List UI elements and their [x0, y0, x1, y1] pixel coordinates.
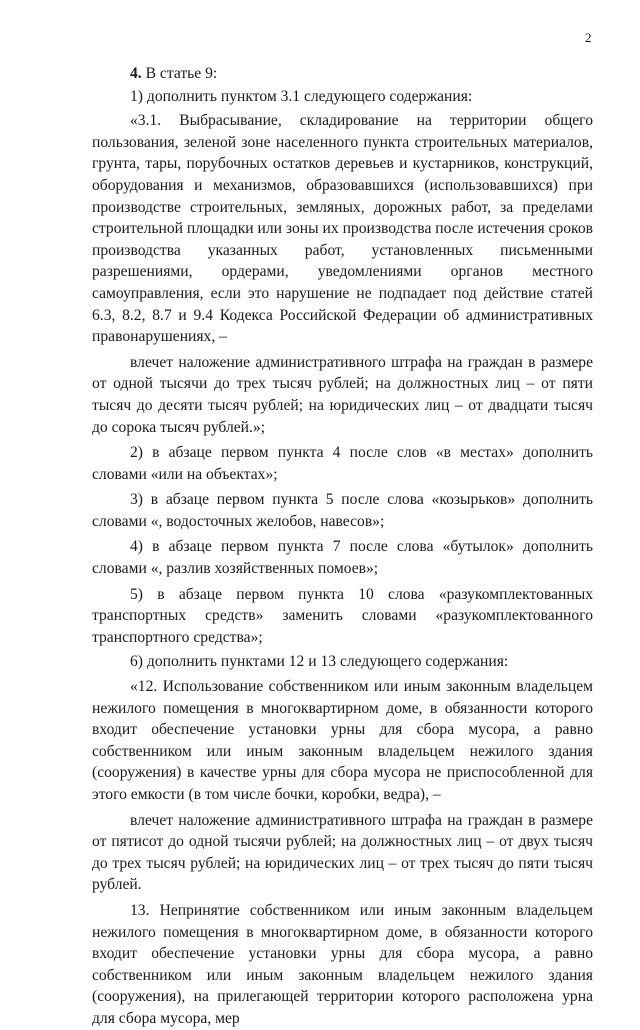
article-heading: [92, 63, 593, 85]
paragraph-penalty-3-1: влечет наложение административного штрафа на граждан в размере от одной тысячи до трех тысяч рублей; на должностных лиц – от пяти тысяч до десяти тысяч рублей; на юридических лиц – от двадцати тысяч до сорока тысяч рублей.»;: [92, 353, 593, 436]
paragraph-item-3: 3) в абзаце первом пункта 5 после слова «козырьков» дополнить словами «, водосточных желобов, навесов»;: [92, 491, 593, 530]
paragraph-penalty-12: влечет наложение административного штрафа на граждан в размере от пятисот до одной тысячи рублей; на должностных лиц – от двух тысяч до трех тысяч рублей; на юридических лиц – от трех тысяч до пяти тысяч рублей.: [92, 811, 593, 894]
paragraph-point-3-1: «3.1. Выбрасывание, складирование на территории общего пользования, зеленой зоне населенного пункта строительных материалов, грунта, тары, порубочных остатков деревьев и кустарников, конструкций, оборудования и механизмов, образовавшихся (использовавшихся) при производстве строительных, земляных, дорожных работ, за пределами строительной площадки или зоны их производства после истечения сроков производства указанных работ, установленных письменными разрешениями, ордерами, уведомлениями органов местного самоуправления, если это нарушение не подпадает под действие статей 6.3, 8.2, 8.7 и 9.4 Кодекса Российской Федерации об административных правонарушениях, –: [92, 112, 593, 346]
page-number: 2: [585, 30, 592, 45]
paragraph-item-6: 6) дополнить пунктами 12 и 13 следующего содержания:: [130, 653, 509, 671]
paragraph-point-13: 13. Непринятие собственником или иным законным владельцем нежилого помещения в многоквартирном доме, в обязанности которого входит обеспечение установки урны для сбора мусора, а равно собственником или иным законным владельцем нежилого здания (сооружения), на прилегающей территории которого расположена урна для сбора мусора, мер: [92, 901, 593, 1027]
paragraph-item-4: 4) в абзаце первом пункта 7 после слова «бутылок» дополнить словами «, разлив хозяйственных помоев»;: [92, 538, 593, 578]
paragraph-item-2: 2) в абзаце первом пункта 4 после слов «в местах» дополнить словами «или на объектах»;: [92, 444, 593, 483]
article-heading-text: В статье 9:: [145, 65, 218, 82]
paragraph-point-12: «12. Использование собственником или иным законным владельцем нежилого помещения в многоквартирном доме, в обязанности которого входит обеспечение установки урны для сбора мусора, а равно собственником или иным законным владельцем нежилого здания (сооружения) в качестве урны для сбора мусора не приспособленной для этого емкости (в том числе бочки, коробки, ведра), –: [92, 678, 593, 803]
paragraph-item-1: 1) дополнить пунктом 3.1 следующего содержания:: [130, 87, 473, 105]
document-body: [92, 63, 593, 1030]
paragraph-item-5: 5) в абзаце первом пункта 10 слова «разукомплектованных транспортных средств» заменить словами «разукомплектованного транспортного средства»;: [92, 585, 593, 646]
article-heading-number: 4.: [130, 65, 142, 82]
